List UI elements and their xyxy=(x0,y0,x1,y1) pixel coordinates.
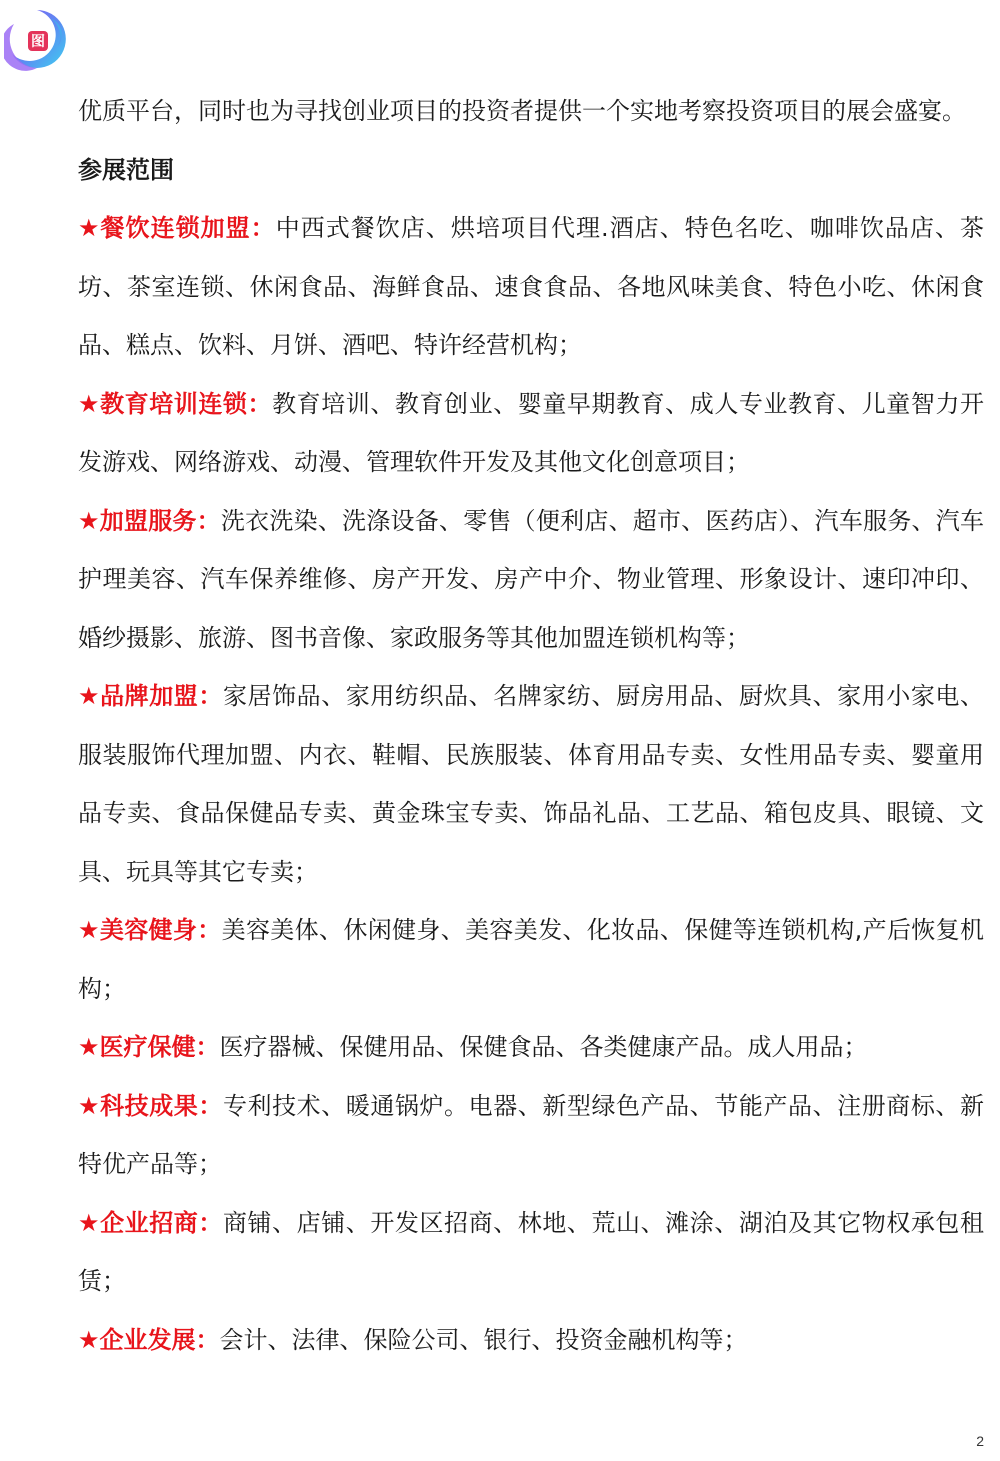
category-text: 中西式餐饮店、烘培项目代理.酒店、特色名吃、咖啡饮品店、茶坊、茶室连锁、休闲食品、海鲜食品、速食食品、各地风味美食、特色小吃、休闲食品、糕点、饮料、月饼、酒吧、特许经营机构； xyxy=(78,214,984,359)
logo-glyph: 图 xyxy=(31,34,45,50)
category-text: 会计、法律、保险公司、银行、投资金融机构等； xyxy=(219,1325,748,1354)
category-label: ★医疗保健： xyxy=(78,1033,220,1061)
logo-mark-icon xyxy=(4,6,70,72)
category-label: ★科技成果： xyxy=(78,1091,223,1120)
category-beauty-fitness xyxy=(78,901,984,1018)
page-number: 2 xyxy=(976,1433,984,1449)
category-text: 教育培训、教育创业、婴童早期教育、成人专业教育、儿童智力开发游戏、网络游戏、动漫、管理软件开发及其他文化创意项目； xyxy=(78,389,985,476)
category-catering xyxy=(78,199,984,375)
category-text: 家居饰品、家用纺织品、名牌家纺、厨房用品、厨炊具、家用小家电、服装服饰代理加盟、内衣、鞋帽、民族服装、体育用品专卖、女性用品专卖、婴童用品专卖、食品保健品专卖、黄金珠宝专卖、饰品礼品、工艺品、箱包皮具、眼镜、文具、玩具等其它专卖； xyxy=(78,682,985,886)
category-brand-franchise xyxy=(78,667,984,901)
category-medical-health xyxy=(78,1018,984,1077)
category-label: ★美容健身： xyxy=(78,916,222,944)
expo-logo xyxy=(4,6,70,72)
category-label: ★餐饮连锁加盟： xyxy=(78,214,276,242)
category-text: 美容美体、休闲健身、美容美发、化妆品、保健等连锁机构,产后恢复机构； xyxy=(78,916,984,1003)
category-label: ★加盟服务： xyxy=(78,506,221,535)
category-franchise-services xyxy=(78,492,984,668)
category-label: ★企业招商： xyxy=(78,1208,223,1237)
category-education xyxy=(78,375,984,492)
category-label: ★品牌加盟： xyxy=(78,682,223,710)
category-label: ★企业发展： xyxy=(78,1325,220,1354)
document-body xyxy=(78,82,984,1369)
category-text: 洗衣洗染、洗涤设备、零售（便利店、超市、医药店）、汽车服务、汽车护理美容、汽车保养维修、房产开发、房产中介、物业管理、形象设计、速印冲印、婚纱摄影、旅游、图书音像、家政服务等其他加盟连锁机构等； xyxy=(78,506,985,652)
category-text: 商铺、店铺、开发区招商、林地、荒山、滩涂、湖泊及其它物权承包租赁； xyxy=(78,1208,985,1295)
category-investment-attraction xyxy=(78,1194,984,1311)
category-text: 医疗器械、保健用品、保健食品、各类健康产品。成人用品； xyxy=(219,1033,868,1061)
intro-paragraph: 优质平台，同时也为寻找创业项目的投资者提供一个实地考察投资项目的展会盛宴。 xyxy=(78,97,966,125)
category-text: 专利技术、暖通锅炉。电器、新型绿色产品、节能产品、注册商标、新特优产品等； xyxy=(78,1091,985,1178)
category-technology xyxy=(78,1077,984,1194)
category-label: ★教育培训连锁： xyxy=(78,389,273,418)
section-title: 参展范围 xyxy=(78,155,174,184)
category-enterprise-development xyxy=(78,1311,984,1370)
